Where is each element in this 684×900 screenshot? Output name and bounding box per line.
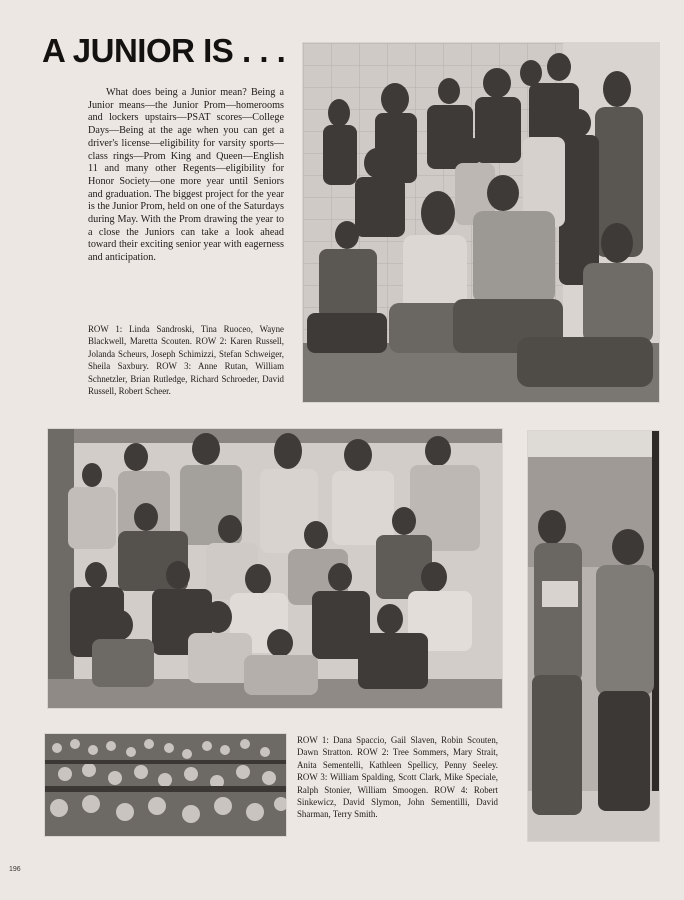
- page-number: 196: [9, 866, 21, 873]
- intro-paragraph: What does being a Junior mean? Being a Junior means—the Junior Prom—homerooms and lockers upstairs—PSAT scores—College Days—Being at the age when you can get a driver's license—eligibility for varsity sports—class rings—Prom King and Queen—English 11 and many other Regents—eligibility for Honor Society—one more year until Seniors and graduation. The biggest project for the year is the Junior Prom, held on one of the Saturdays during May. With the Prom drawing the year to a close the Juniors can take a look ahead toward their exciting senior year with eagerness and anticipation.: [88, 87, 284, 264]
- caption-bottom-group: ROW 1: Dana Spaccio, Gail Slaven, Robin Scouten, Dawn Stratton. ROW 2: Tree Sommers, Mary Strait, Anita Sementelli, Kathleen Spellicy, Penny Seeley. ROW 3: William Spalding, Scott Clark, Mike Speciale, Ralph Stonier, William Smoogen. ROW 4: Robert Sinkewicz, David Slymon, John Sementilli, David Sharman, Terry Smith.: [297, 735, 498, 820]
- page-headline: A JUNIOR IS . . .: [42, 32, 286, 69]
- photo-group-large: [48, 429, 502, 708]
- caption-top-group: ROW 1: Linda Sandroski, Tina Ruoceo, Wayne Blackwell, Maretta Scouten. ROW 2: Karen Russell, Jolanda Scheurs, Joseph Schimizzi, Stefan Schweiger, Sheila Saxbury. ROW 3: Anne Rutan, William Schnetzler, Brian Rutledge, Richard Schroeder, David Russell, Robert Scheer.: [88, 324, 284, 397]
- photo-crowd: [45, 734, 286, 836]
- photo-group-stairs: [303, 43, 659, 402]
- photo-two-students: [528, 431, 659, 841]
